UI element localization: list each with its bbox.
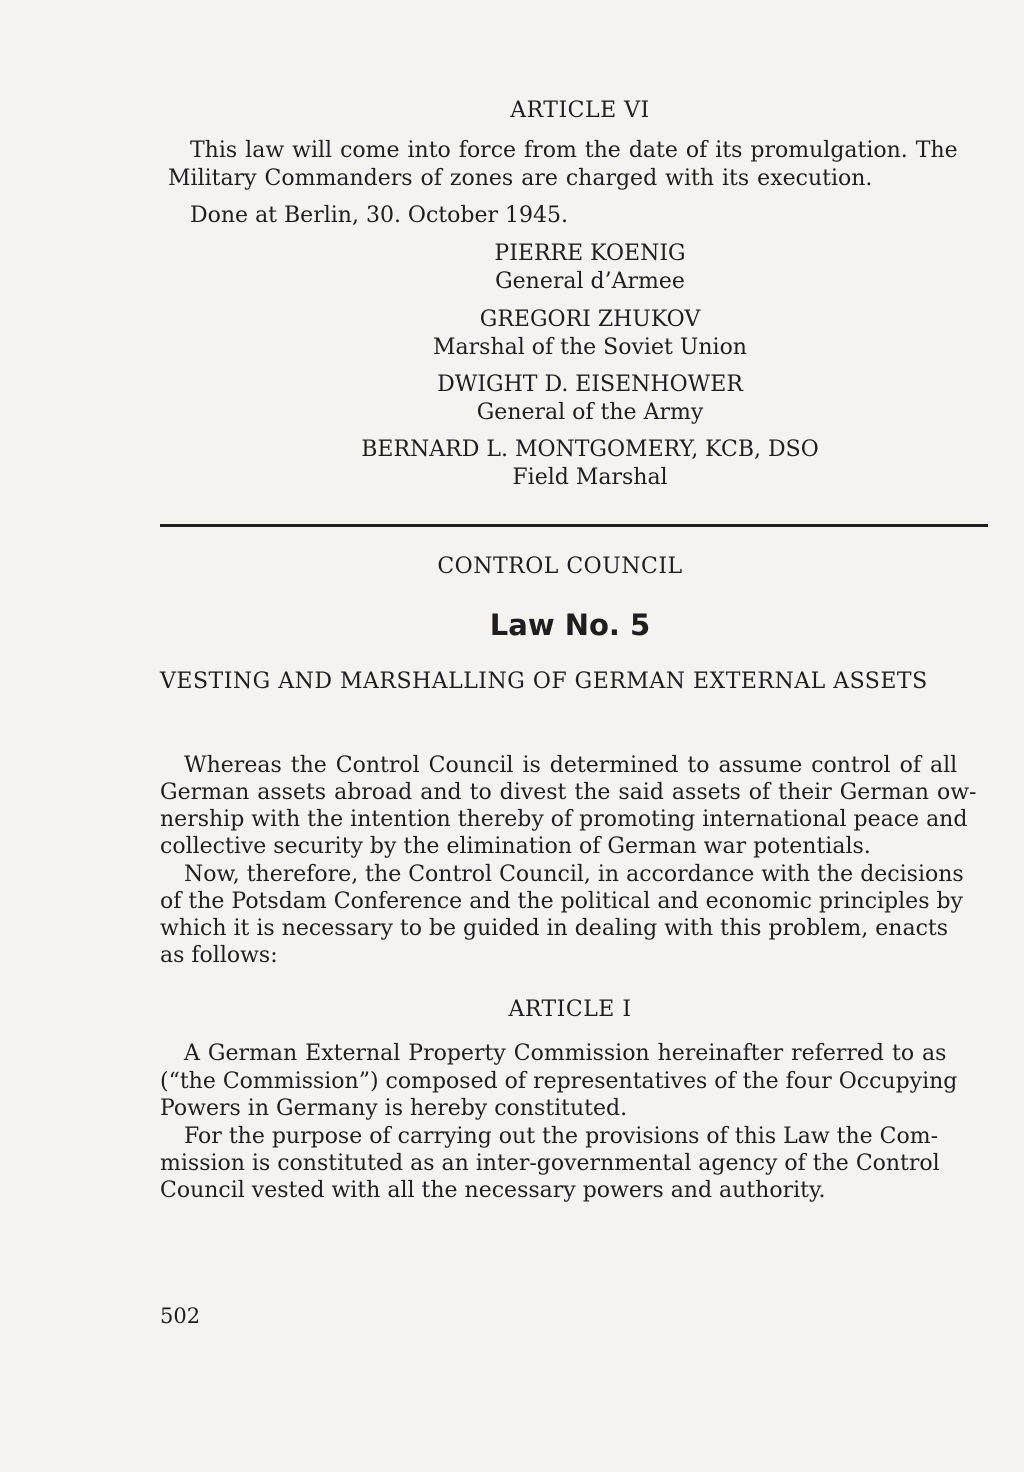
article-i-line: A German External Property Commission hereinafter referred to as <box>184 1041 947 1066</box>
signatory-name: BERNARD L. MONTGOMERY, KCB, DSO <box>361 437 819 462</box>
article-vi-line-2: Military Commanders of zones are charged with its execution. <box>168 166 873 191</box>
signatory-title: General of the Army <box>476 400 704 425</box>
article-i-line: (“the Commission”) composed of representatives of the four Occupying <box>160 1069 958 1094</box>
law-title: VESTING AND MARSHALLING OF GERMAN EXTERNAL ASSETS <box>160 669 928 694</box>
article-i-line: mission is constituted as an inter-governmental agency of the Control <box>160 1151 940 1176</box>
preamble-line: collective security by the elimination of German war potentials. <box>160 834 871 859</box>
page-number: 502 <box>160 1304 201 1328</box>
preamble-line: as follows: <box>160 943 278 968</box>
signatory-name: GREGORI ZHUKOV <box>479 307 701 332</box>
signatory-title: Field Marshal <box>512 465 668 490</box>
article-i-line: Powers in Germany is hereby constituted. <box>160 1096 628 1121</box>
article-vi-heading: ARTICLE VI <box>510 98 650 123</box>
preamble-line: nership with the intention thereby of promoting international peace and <box>160 807 968 832</box>
article-i-line: Council vested with all the necessary powers and authority. <box>160 1178 826 1203</box>
preamble-line: German assets abroad and to divest the said assets of their German ow- <box>160 780 977 805</box>
section-divider <box>160 524 988 527</box>
article-i-heading: ARTICLE I <box>508 997 632 1022</box>
signatory-name: PIERRE KOENIG <box>494 241 686 266</box>
preamble-line: Whereas the Control Council is determined to assume control of all <box>184 753 958 778</box>
control-council-heading: CONTROL COUNCIL <box>437 554 683 579</box>
signatory-title: Marshal of the Soviet Union <box>433 335 747 360</box>
preamble-line: of the Potsdam Conference and the political and economic principles by <box>160 889 963 914</box>
preamble-line: which it is necessary to be guided in dealing with this problem, enacts <box>160 916 949 941</box>
preamble-line: Now, therefore, the Control Council, in accordance with the decisions <box>184 862 964 887</box>
signatory-name: DWIGHT D. EISENHOWER <box>437 372 743 397</box>
signatory-title: General d’Armee <box>495 269 685 294</box>
law-number: Law No. 5 <box>489 608 651 642</box>
article-i-line: For the purpose of carrying out the provisions of this Law the Com- <box>184 1124 939 1149</box>
article-vi-line-1: This law will come into force from the date of its promulgation. The <box>190 138 958 163</box>
done-at-line: Done at Berlin, 30. October 1945. <box>190 203 568 228</box>
